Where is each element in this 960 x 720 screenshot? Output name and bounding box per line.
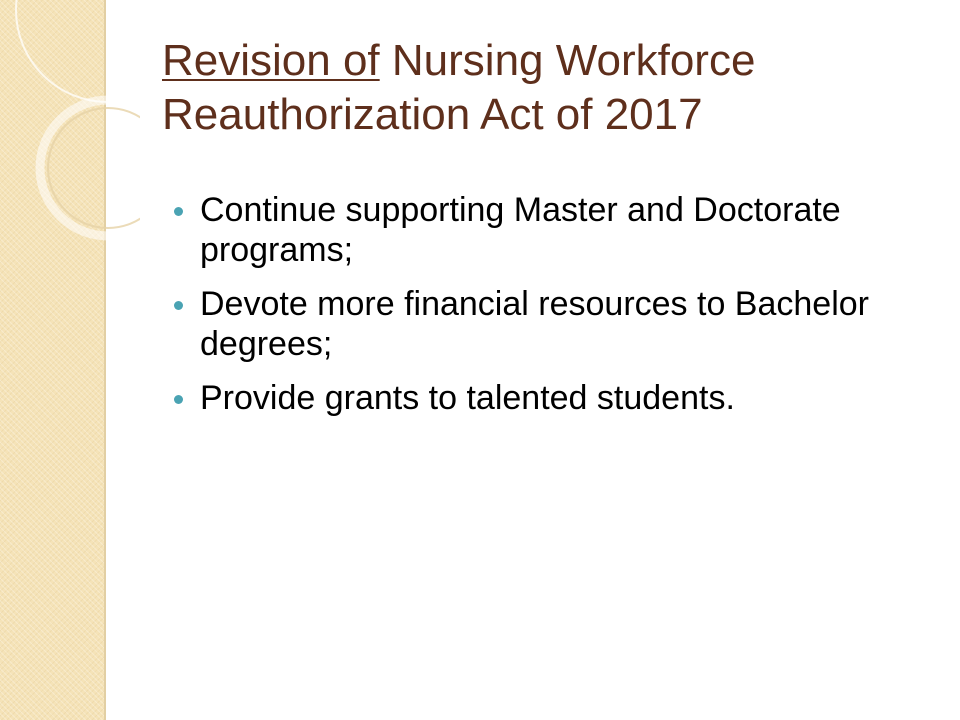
bullet-text: Continue supporting Master and Doctorate programs;: [200, 191, 841, 269]
bullet-item: [170, 284, 910, 364]
decorative-circles-icon: [0, 0, 140, 250]
bullet-item: [170, 378, 910, 418]
bullet-list: [170, 190, 910, 432]
slide-title: [162, 34, 922, 142]
bullet-dot-icon: [174, 395, 183, 404]
bullet-dot-icon: [174, 301, 183, 310]
bullet-dot-icon: [174, 207, 183, 216]
bullet-item: [170, 190, 910, 270]
slide-title-rest: Nursing Workforce Reauthorization Act of 2017: [162, 36, 756, 139]
bullet-text: Provide grants to talented students.: [200, 379, 735, 417]
slide-title-underlined: Revision of: [162, 36, 380, 85]
bullet-text: Devote more financial resources to Bachelor degrees;: [200, 285, 869, 363]
